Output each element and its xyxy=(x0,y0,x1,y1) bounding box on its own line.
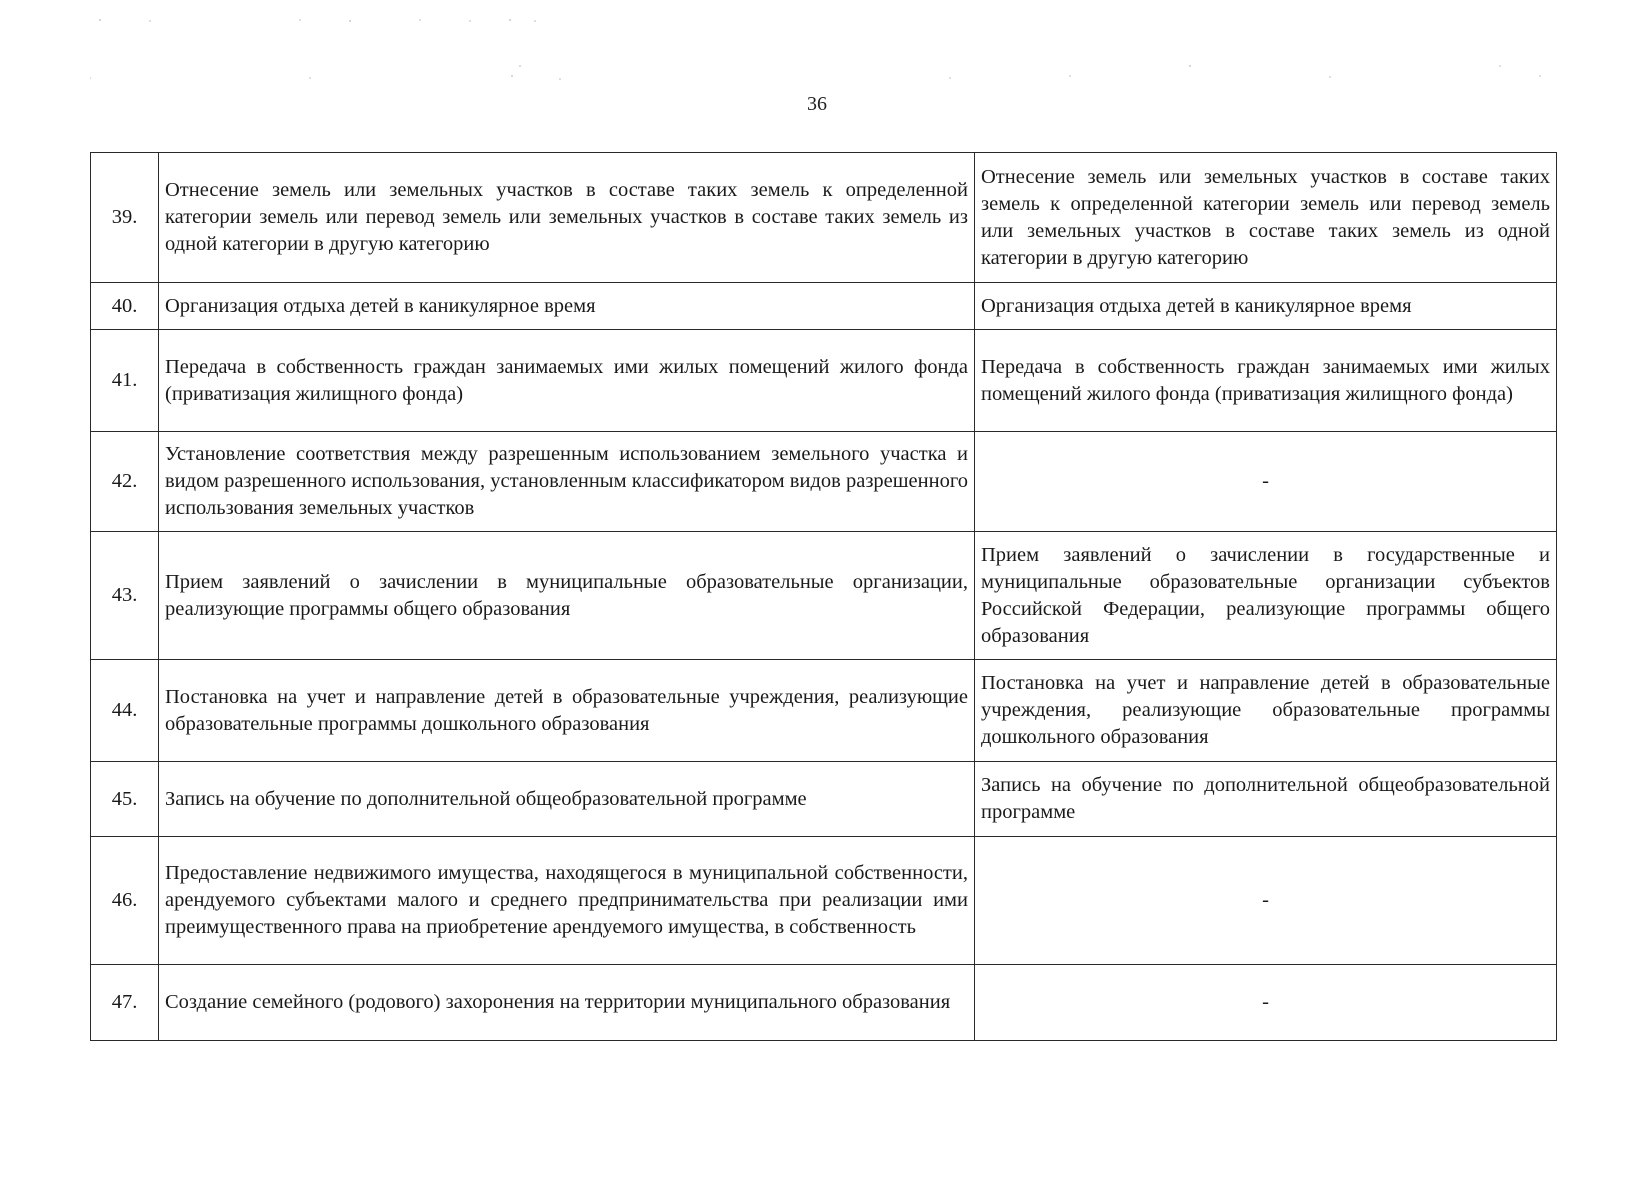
services-table xyxy=(90,152,1557,1041)
row-number: 46. xyxy=(91,837,159,965)
scan-noise xyxy=(90,18,1550,88)
row-number: 43. xyxy=(91,532,159,660)
table-row xyxy=(91,762,1557,837)
comparison-cell: Отнесение земель или земельных участков в составе таких земель к определенной категории земель или перевод земель или земельных участков в составе таких земель из одной категории в другую категорию xyxy=(975,153,1557,283)
service-name-cell: Передача в собственность граждан занимаемых ими жилых помещений жилого фонда (приватизация жилищного фонда) xyxy=(159,330,975,432)
table-row xyxy=(91,432,1557,532)
comparison-cell: - xyxy=(975,837,1557,965)
comparison-cell: - xyxy=(975,432,1557,532)
table-row xyxy=(91,330,1557,432)
comparison-cell: Организация отдыха детей в каникулярное время xyxy=(975,283,1557,330)
row-number: 45. xyxy=(91,762,159,837)
table-row xyxy=(91,532,1557,660)
service-name-cell: Организация отдыха детей в каникулярное время xyxy=(159,283,975,330)
row-number: 42. xyxy=(91,432,159,532)
service-name-cell: Прием заявлений о зачислении в муниципальные образовательные организации, реализующие программы общего образования xyxy=(159,532,975,660)
service-name-cell: Запись на обучение по дополнительной общеобразовательной программе xyxy=(159,762,975,837)
row-number: 44. xyxy=(91,660,159,762)
row-number: 39. xyxy=(91,153,159,283)
comparison-cell: Постановка на учет и направление детей в образовательные учреждения, реализующие образовательные программы дошкольного образования xyxy=(975,660,1557,762)
comparison-cell: Запись на обучение по дополнительной общеобразовательной программе xyxy=(975,762,1557,837)
table-row xyxy=(91,837,1557,965)
service-name-cell: Постановка на учет и направление детей в образовательные учреждения, реализующие образовательные программы дошкольного образования xyxy=(159,660,975,762)
row-number: 47. xyxy=(91,965,159,1041)
service-name-cell: Предоставление недвижимого имущества, находящегося в муниципальной собственности, арендуемого субъектами малого и среднего предпринимательства при реализации ими преимущественного права на приобретение арендуемого имущества, в собственность xyxy=(159,837,975,965)
page-number: 36 xyxy=(807,93,827,115)
table-row xyxy=(91,153,1557,283)
table-row xyxy=(91,965,1557,1041)
row-number: 40. xyxy=(91,283,159,330)
service-name-cell: Отнесение земель или земельных участков в составе таких земель к определенной категории земель или перевод земель или земельных участков в составе таких земель из одной категории в другую категорию xyxy=(159,153,975,283)
table-row xyxy=(91,660,1557,762)
table-row xyxy=(91,283,1557,330)
comparison-cell: - xyxy=(975,965,1557,1041)
service-name-cell: Создание семейного (родового) захоронения на территории муниципального образования xyxy=(159,965,975,1041)
row-number: 41. xyxy=(91,330,159,432)
comparison-cell: Передача в собственность граждан занимаемых ими жилых помещений жилого фонда (приватизация жилищного фонда) xyxy=(975,330,1557,432)
service-name-cell: Установление соответствия между разрешенным использованием земельного участка и видом разрешенного использования, установленным классификатором видов разрешенного использования земельных участков xyxy=(159,432,975,532)
comparison-cell: Прием заявлений о зачислении в государственные и муниципальные образовательные организации субъектов Российской Федерации, реализующие программы общего образования xyxy=(975,532,1557,660)
